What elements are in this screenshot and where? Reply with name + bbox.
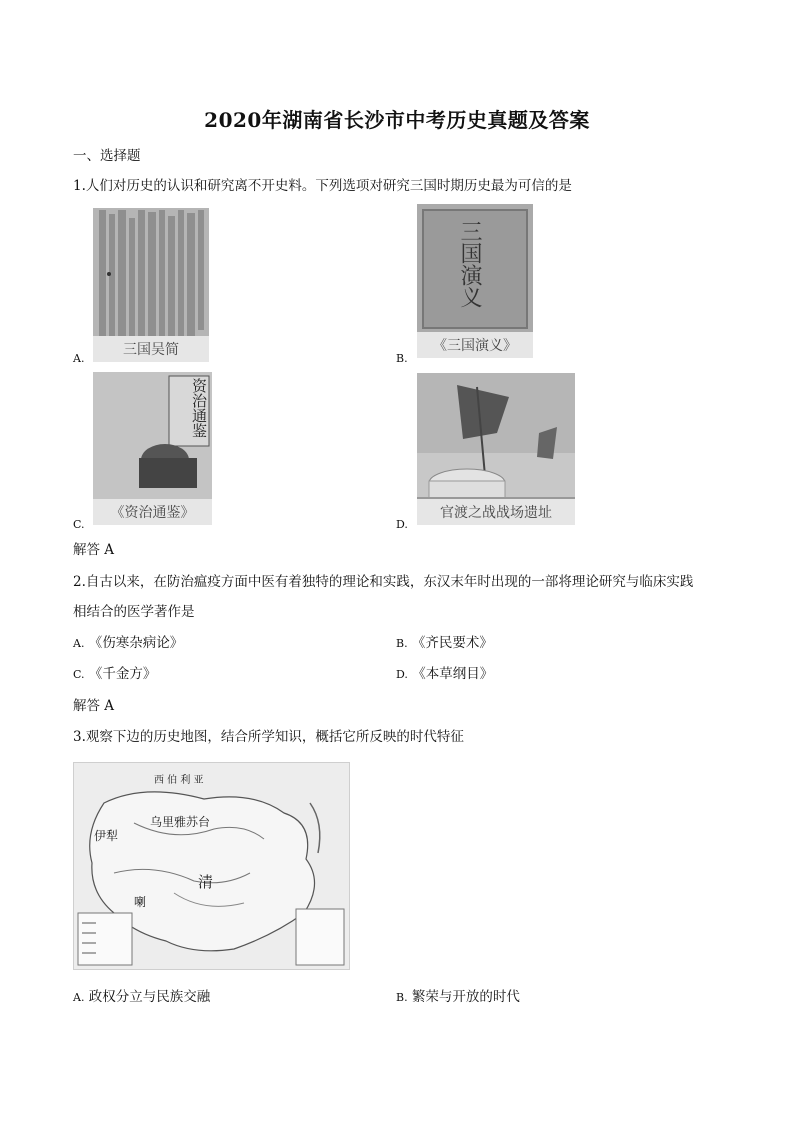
q3-option-b-text: 繁荣与开放的时代 [411, 989, 520, 1005]
question-1-stem: 1.人们对历史的认识和研究离不开史料。下列选项对研究三国时期历史最为可信的是 [73, 178, 572, 194]
q1-option-a-caption: 三国吴简 [93, 336, 209, 362]
q3-option-b-letter: B. [396, 991, 408, 1004]
q1-option-d-letter: D. [396, 518, 408, 531]
q3-option-a-letter: A. [73, 991, 85, 1004]
q1-option-b-cover-title: 三国演义 [457, 220, 482, 308]
question-2-stem-line1: 2.自古以来，在防治瘟疫方面中医有着独特的理论和实践，东汉末年时出现的一部将理论研究与临床实践 [73, 574, 694, 590]
q2-option-a-text: 《伤寒杂病论》 [88, 635, 184, 651]
q2-option-a [73, 634, 183, 653]
historical-map-image [73, 762, 350, 970]
q2-option-b-text: 《齐民要术》 [411, 635, 493, 651]
q2-option-c-text: 《千金方》 [88, 666, 157, 682]
q2-option-b [396, 634, 493, 653]
q1-option-d-caption: 官渡之战战场遗址 [417, 499, 575, 525]
q1-option-c-cover-title: 资治通鉴 [190, 378, 208, 438]
q1-option-b-letter: B. [396, 352, 408, 365]
map-label-uliastai: 乌里雅苏台 [150, 815, 211, 829]
q1-option-c-image [93, 372, 212, 525]
q2-option-b-letter: B. [396, 637, 408, 650]
q2-answer: 解答 A [73, 698, 115, 714]
q2-option-c-letter: C. [73, 668, 85, 681]
map-label-lhasa: 喇 [134, 895, 147, 909]
q1-option-c-caption: 《资治通鉴》 [93, 499, 212, 525]
q1-answer: 解答 A [73, 542, 115, 558]
q1-option-a-image [93, 208, 209, 362]
q2-option-d-letter: D. [396, 668, 408, 681]
page-title: 2020年湖南省长沙市中考历史真题及答案 [204, 108, 590, 132]
qing-map-drawing [74, 763, 349, 969]
section-heading: 一、选择题 [73, 148, 141, 164]
map-label-siberia: 西 伯 利 亚 [154, 775, 204, 786]
q1-option-d-image [417, 373, 575, 525]
q1-option-c-letter: C. [73, 518, 85, 531]
q1-option-b-image [417, 204, 533, 358]
q2-option-c [73, 665, 156, 684]
q1-option-a-letter: A. [73, 352, 85, 365]
q3-option-b [396, 988, 520, 1007]
q1-option-b-caption: 《三国演义》 [417, 332, 533, 358]
map-label-qing: 清 [198, 873, 214, 891]
q2-option-d [396, 665, 493, 684]
q3-option-a-text: 政权分立与民族交融 [88, 989, 211, 1005]
question-2-stem-line2: 相结合的医学著作是 [73, 604, 195, 620]
q2-option-a-letter: A. [73, 637, 85, 650]
question-3-stem: 3.观察下边的历史地图，结合所学知识，概括它所反映的时代特征 [73, 729, 464, 745]
q3-option-a [73, 988, 210, 1007]
map-label-ili: 伊犁 [94, 829, 119, 843]
q2-option-d-text: 《本草纲目》 [412, 666, 494, 682]
